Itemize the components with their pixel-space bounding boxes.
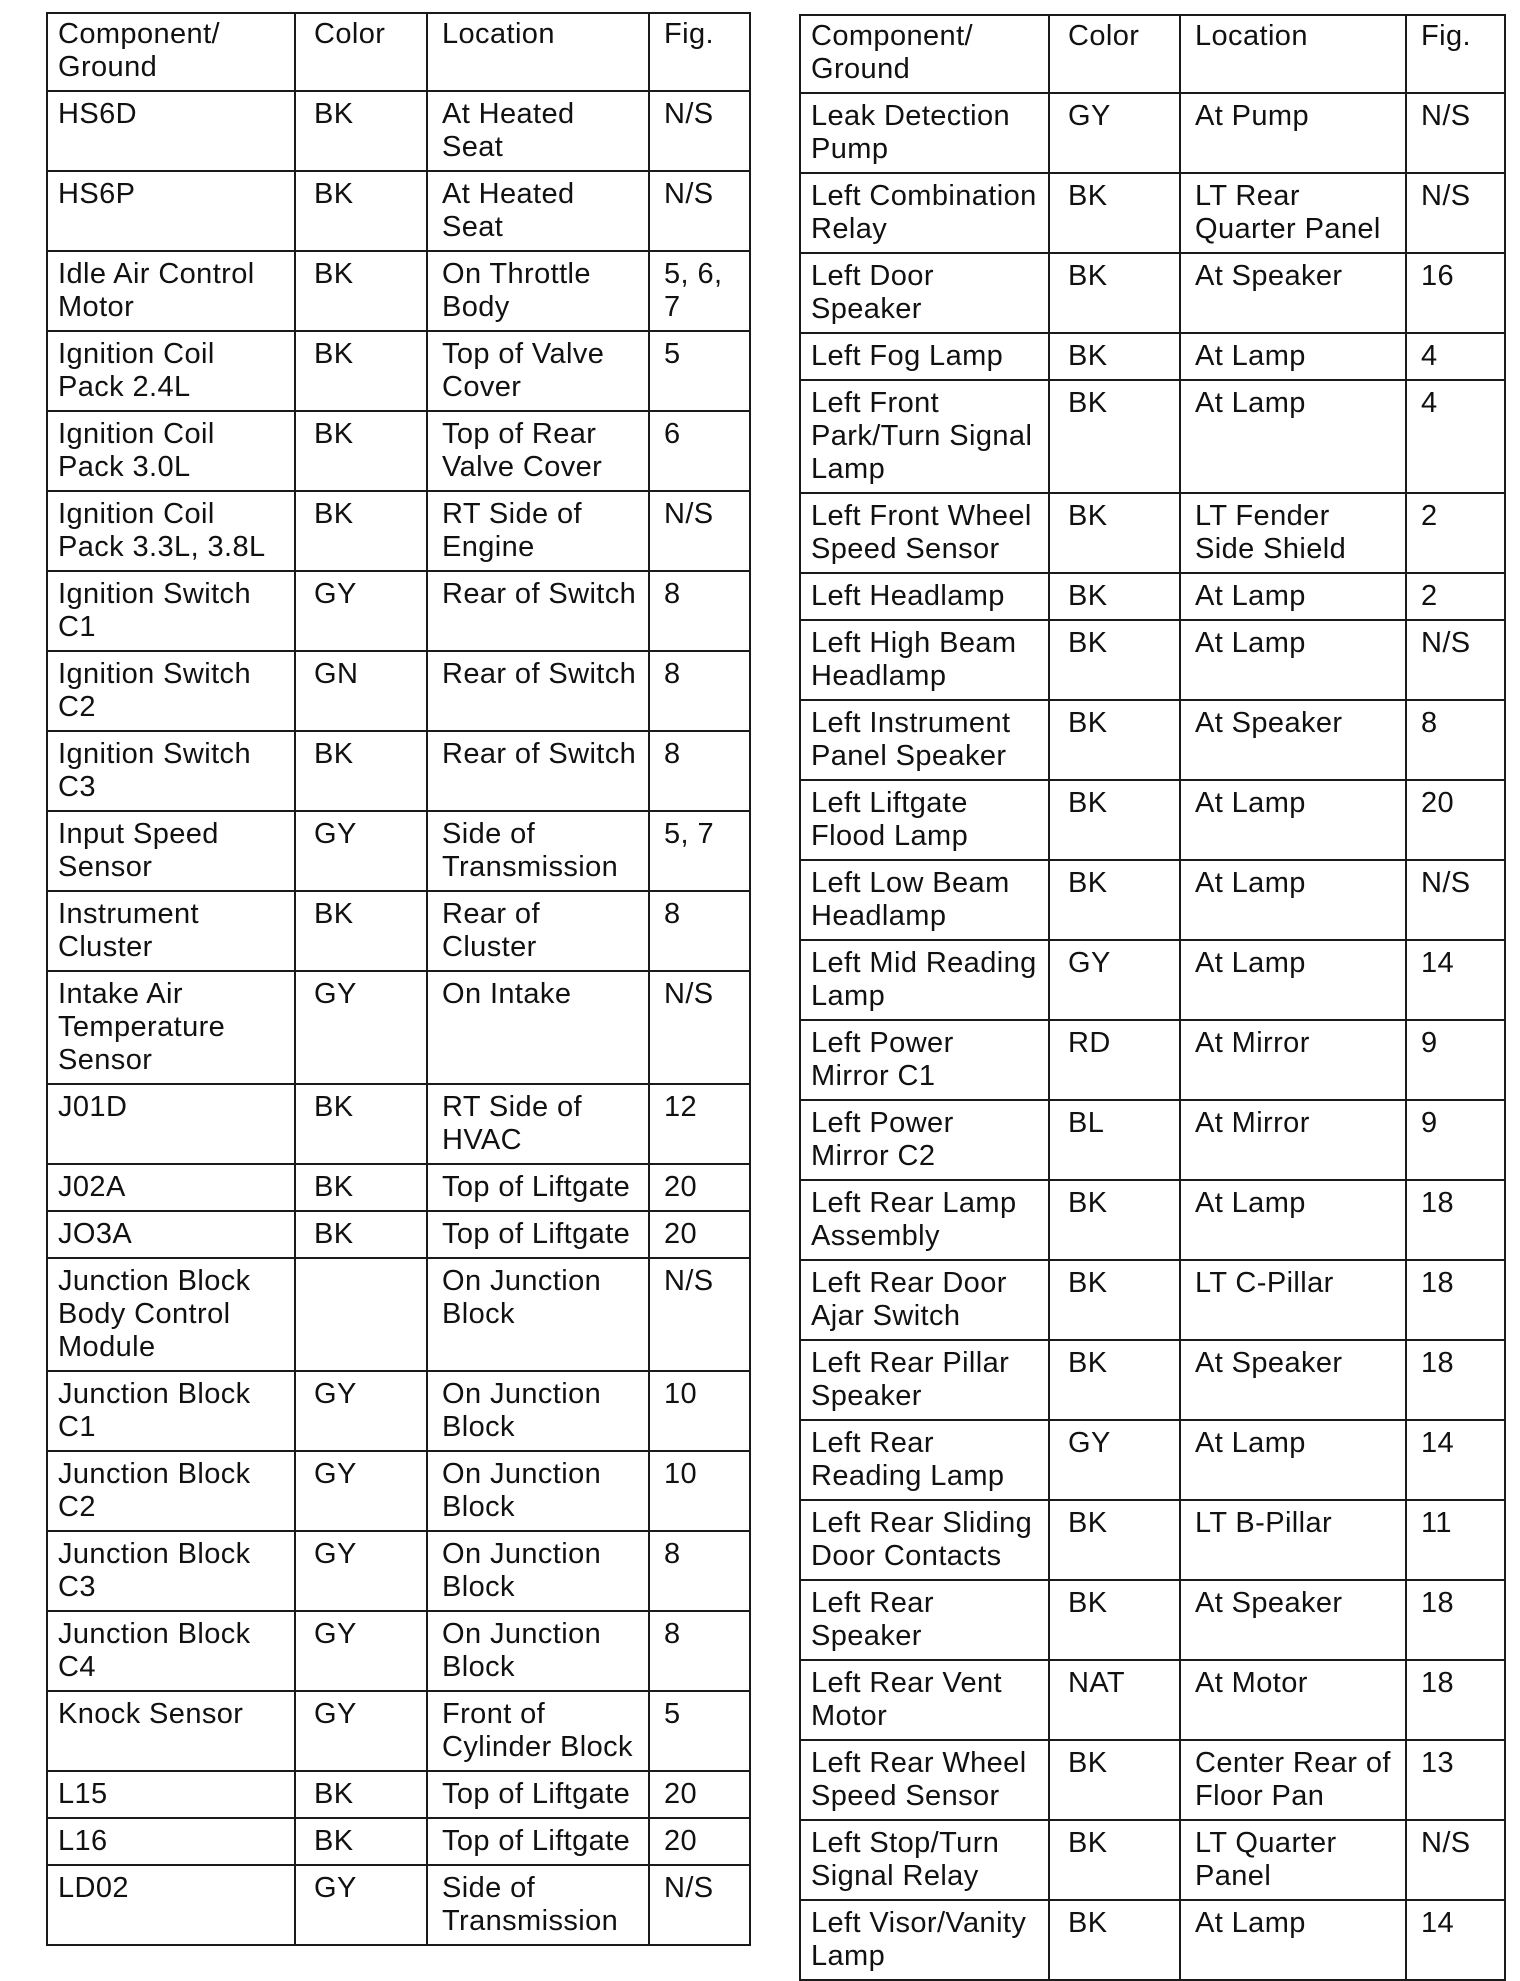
cell-location: At Motor [1180, 1660, 1406, 1740]
cell-component: LD02 [47, 1865, 295, 1945]
cell-location: At Lamp [1180, 860, 1406, 940]
cell-component: Left Front Wheel Speed Sensor [800, 493, 1049, 573]
cell-color: GY [295, 1611, 427, 1691]
table-row [47, 1258, 750, 1371]
table-body [47, 91, 750, 1945]
table-row [47, 1691, 750, 1771]
cell-component: Knock Sensor [47, 1691, 295, 1771]
table-row [47, 571, 750, 651]
cell-fig: N/S [1406, 173, 1505, 253]
cell-fig: 14 [1406, 1900, 1505, 1980]
cell-color: BK [295, 1771, 427, 1818]
cell-location: On Junction Block [427, 1611, 649, 1691]
cell-location: At Lamp [1180, 940, 1406, 1020]
table-row [800, 860, 1505, 940]
table-row [800, 493, 1505, 573]
table-row [800, 573, 1505, 620]
cell-fig: 18 [1406, 1660, 1505, 1740]
table-row [47, 1771, 750, 1818]
cell-component: Ignition Switch C2 [47, 651, 295, 731]
cell-location: RT Side of HVAC [427, 1084, 649, 1164]
cell-color: BK [1049, 780, 1180, 860]
cell-component: Input Speed Sensor [47, 811, 295, 891]
table-row [800, 620, 1505, 700]
cell-color: BK [1049, 700, 1180, 780]
cell-color: BK [1049, 493, 1180, 573]
table-row [47, 1371, 750, 1451]
cell-fig: 12 [649, 1084, 750, 1164]
cell-color: BK [295, 1084, 427, 1164]
cell-component: Left Rear Vent Motor [800, 1660, 1049, 1740]
cell-location: Front of Cylinder Block [427, 1691, 649, 1771]
cell-component: Left Rear Pillar Speaker [800, 1340, 1049, 1420]
cell-fig: 2 [1406, 573, 1505, 620]
cell-color: BK [295, 731, 427, 811]
table-row [47, 1164, 750, 1211]
table-row [800, 1740, 1505, 1820]
header-color: Color [1049, 15, 1180, 93]
cell-location: Top of Liftgate [427, 1211, 649, 1258]
cell-location: LT Quarter Panel [1180, 1820, 1406, 1900]
table-row [47, 971, 750, 1084]
cell-color [295, 1258, 427, 1371]
table-row [800, 1340, 1505, 1420]
cell-fig: 16 [1406, 253, 1505, 333]
cell-location: Top of Valve Cover [427, 331, 649, 411]
cell-location: LT Fender Side Shield [1180, 493, 1406, 573]
cell-component: Left Front Park/Turn Signal Lamp [800, 380, 1049, 493]
cell-location: At Heated Seat [427, 91, 649, 171]
cell-color: GY [295, 1371, 427, 1451]
cell-component: Junction Block C1 [47, 1371, 295, 1451]
cell-location: At Speaker [1180, 1580, 1406, 1660]
cell-component: Left Power Mirror C1 [800, 1020, 1049, 1100]
cell-location: Rear of Cluster [427, 891, 649, 971]
header-row [800, 15, 1505, 93]
cell-color: BK [1049, 1900, 1180, 1980]
cell-component: Ignition Switch C1 [47, 571, 295, 651]
cell-fig: 5, 6, 7 [649, 251, 750, 331]
cell-component: Instrument Cluster [47, 891, 295, 971]
cell-color: BK [1049, 1180, 1180, 1260]
cell-component: Junction Block C4 [47, 1611, 295, 1691]
cell-component: Intake Air Temperature Sensor [47, 971, 295, 1084]
cell-fig: N/S [1406, 860, 1505, 940]
cell-fig: N/S [649, 1865, 750, 1945]
cell-component: Left Rear Door Ajar Switch [800, 1260, 1049, 1340]
cell-color: GY [1049, 93, 1180, 173]
table-row [47, 1531, 750, 1611]
cell-component: Left Power Mirror C2 [800, 1100, 1049, 1180]
table-row [47, 811, 750, 891]
cell-component: HS6D [47, 91, 295, 171]
cell-fig: 20 [649, 1818, 750, 1865]
table-row [47, 651, 750, 731]
table-row [47, 331, 750, 411]
cell-color: BK [295, 1211, 427, 1258]
cell-location: Rear of Switch [427, 571, 649, 651]
cell-fig: N/S [1406, 93, 1505, 173]
table-row [47, 1451, 750, 1531]
table-row [800, 1500, 1505, 1580]
table-row [800, 253, 1505, 333]
cell-color: BK [1049, 620, 1180, 700]
cell-location: On Junction Block [427, 1451, 649, 1531]
cell-component: HS6P [47, 171, 295, 251]
cell-color: BK [295, 91, 427, 171]
table-row [800, 1020, 1505, 1100]
cell-fig: 18 [1406, 1340, 1505, 1420]
cell-fig: N/S [649, 1258, 750, 1371]
cell-location: At Lamp [1180, 380, 1406, 493]
cell-color: BK [295, 331, 427, 411]
cell-fig: 8 [649, 651, 750, 731]
cell-fig: 5, 7 [649, 811, 750, 891]
cell-location: Center Rear of Floor Pan [1180, 1740, 1406, 1820]
cell-component: Left Rear Reading Lamp [800, 1420, 1049, 1500]
cell-fig: N/S [1406, 620, 1505, 700]
table-row [800, 1100, 1505, 1180]
cell-location: At Lamp [1180, 1180, 1406, 1260]
cell-color: BK [1049, 573, 1180, 620]
cell-location: LT Rear Quarter Panel [1180, 173, 1406, 253]
table-row [800, 380, 1505, 493]
table-row [800, 173, 1505, 253]
cell-location: RT Side of Engine [427, 491, 649, 571]
cell-color: BK [1049, 173, 1180, 253]
cell-location: On Junction Block [427, 1371, 649, 1451]
ground-table-right [799, 14, 1506, 1981]
cell-fig: 6 [649, 411, 750, 491]
cell-fig: 4 [1406, 380, 1505, 493]
cell-location: At Mirror [1180, 1100, 1406, 1180]
table-row [800, 1820, 1505, 1900]
cell-color: GY [295, 971, 427, 1084]
cell-fig: 20 [649, 1164, 750, 1211]
cell-component: Left Instrument Panel Speaker [800, 700, 1049, 780]
cell-component: Junction Block C2 [47, 1451, 295, 1531]
cell-fig: 2 [1406, 493, 1505, 573]
cell-component: J01D [47, 1084, 295, 1164]
table-row [47, 411, 750, 491]
header-component: Component/ Ground [800, 15, 1049, 93]
cell-component: Left Mid Reading Lamp [800, 940, 1049, 1020]
cell-fig: 11 [1406, 1500, 1505, 1580]
cell-component: Junction Block C3 [47, 1531, 295, 1611]
cell-component: L15 [47, 1771, 295, 1818]
cell-fig: 10 [649, 1371, 750, 1451]
header-row [47, 13, 750, 91]
table-row [47, 91, 750, 171]
cell-component: Left Visor/Vanity Lamp [800, 1900, 1049, 1980]
table-row [47, 1211, 750, 1258]
cell-component: Ignition Coil Pack 2.4L [47, 331, 295, 411]
cell-fig: 18 [1406, 1580, 1505, 1660]
cell-color: BL [1049, 1100, 1180, 1180]
cell-component: Left Rear Lamp Assembly [800, 1180, 1049, 1260]
header-fig: Fig. [1406, 15, 1505, 93]
cell-color: BK [295, 171, 427, 251]
table-row [47, 1818, 750, 1865]
table-row [800, 1580, 1505, 1660]
cell-fig: N/S [649, 491, 750, 571]
cell-fig: 13 [1406, 1740, 1505, 1820]
cell-location: Top of Liftgate [427, 1818, 649, 1865]
cell-fig: 5 [649, 1691, 750, 1771]
cell-fig: 8 [1406, 700, 1505, 780]
header-location: Location [1180, 15, 1406, 93]
cell-color: BK [295, 1818, 427, 1865]
cell-color: GY [295, 1865, 427, 1945]
cell-fig: 9 [1406, 1100, 1505, 1180]
table-row [800, 1900, 1505, 1980]
cell-fig: 20 [649, 1771, 750, 1818]
cell-location: On Intake [427, 971, 649, 1084]
table-row [800, 940, 1505, 1020]
cell-location: At Lamp [1180, 1420, 1406, 1500]
cell-color: BK [1049, 1580, 1180, 1660]
table-row [47, 891, 750, 971]
cell-color: BK [1049, 253, 1180, 333]
table-row [800, 1260, 1505, 1340]
table-body [800, 93, 1505, 1980]
cell-fig: 5 [649, 331, 750, 411]
cell-component: Ignition Switch C3 [47, 731, 295, 811]
table-row [47, 491, 750, 571]
cell-color: BK [1049, 380, 1180, 493]
table-row [800, 1180, 1505, 1260]
cell-component: Left Liftgate Flood Lamp [800, 780, 1049, 860]
cell-fig: 14 [1406, 940, 1505, 1020]
cell-location: At Speaker [1180, 700, 1406, 780]
cell-color: GY [1049, 1420, 1180, 1500]
cell-fig: 20 [1406, 780, 1505, 860]
cell-location: On Junction Block [427, 1258, 649, 1371]
cell-fig: 8 [649, 891, 750, 971]
cell-color: BK [295, 891, 427, 971]
table-row [47, 251, 750, 331]
cell-fig: 14 [1406, 1420, 1505, 1500]
cell-component: Junction Block Body Control Module [47, 1258, 295, 1371]
header-location: Location [427, 13, 649, 91]
cell-location: Top of Rear Valve Cover [427, 411, 649, 491]
header-fig: Fig. [649, 13, 750, 91]
header-component: Component/ Ground [47, 13, 295, 91]
cell-color: GY [295, 571, 427, 651]
cell-component: Left Rear Wheel Speed Sensor [800, 1740, 1049, 1820]
cell-fig: 18 [1406, 1180, 1505, 1260]
cell-fig: 8 [649, 1611, 750, 1691]
cell-fig: 9 [1406, 1020, 1505, 1100]
cell-location: Side of Transmission [427, 811, 649, 891]
cell-color: BK [295, 491, 427, 571]
cell-color: GY [295, 1451, 427, 1531]
cell-location: At Pump [1180, 93, 1406, 173]
cell-color: RD [1049, 1020, 1180, 1100]
cell-component: Left High Beam Headlamp [800, 620, 1049, 700]
table-row [800, 1420, 1505, 1500]
cell-component: Left Rear Speaker [800, 1580, 1049, 1660]
cell-fig: N/S [649, 91, 750, 171]
cell-color: GY [295, 1691, 427, 1771]
cell-location: At Mirror [1180, 1020, 1406, 1100]
cell-component: Ignition Coil Pack 3.0L [47, 411, 295, 491]
cell-color: BK [295, 251, 427, 331]
cell-location: Top of Liftgate [427, 1771, 649, 1818]
cell-fig: 8 [649, 1531, 750, 1611]
cell-component: Left Headlamp [800, 573, 1049, 620]
table-row [47, 1865, 750, 1945]
cell-color: NAT [1049, 1660, 1180, 1740]
cell-location: At Lamp [1180, 573, 1406, 620]
cell-component: J02A [47, 1164, 295, 1211]
cell-fig: 8 [649, 731, 750, 811]
table-row [47, 1084, 750, 1164]
cell-color: GY [295, 1531, 427, 1611]
cell-component: JO3A [47, 1211, 295, 1258]
cell-location: On Junction Block [427, 1531, 649, 1611]
cell-fig: 10 [649, 1451, 750, 1531]
cell-fig: 8 [649, 571, 750, 651]
table-row [800, 93, 1505, 173]
cell-color: BK [1049, 1340, 1180, 1420]
cell-location: At Speaker [1180, 253, 1406, 333]
cell-location: LT C-Pillar [1180, 1260, 1406, 1340]
cell-component: Idle Air Control Motor [47, 251, 295, 331]
cell-color: BK [1049, 860, 1180, 940]
cell-location: At Lamp [1180, 780, 1406, 860]
cell-color: BK [1049, 1820, 1180, 1900]
cell-component: Left Stop/Turn Signal Relay [800, 1820, 1049, 1900]
cell-location: Top of Liftgate [427, 1164, 649, 1211]
cell-component: Left Door Speaker [800, 253, 1049, 333]
cell-component: L16 [47, 1818, 295, 1865]
cell-fig: 20 [649, 1211, 750, 1258]
cell-location: At Lamp [1180, 620, 1406, 700]
cell-fig: 18 [1406, 1260, 1505, 1340]
cell-component: Left Rear Sliding Door Contacts [800, 1500, 1049, 1580]
cell-color: GN [295, 651, 427, 731]
table-row [800, 333, 1505, 380]
table-row [800, 780, 1505, 860]
cell-component: Left Low Beam Headlamp [800, 860, 1049, 940]
cell-color: BK [295, 411, 427, 491]
cell-location: LT B-Pillar [1180, 1500, 1406, 1580]
cell-component: Left Fog Lamp [800, 333, 1049, 380]
cell-fig: 4 [1406, 333, 1505, 380]
cell-location: At Lamp [1180, 333, 1406, 380]
table-row [47, 1611, 750, 1691]
cell-location: Rear of Switch [427, 731, 649, 811]
ground-table-left [46, 12, 751, 1946]
cell-location: On Throttle Body [427, 251, 649, 331]
cell-component: Left Combination Relay [800, 173, 1049, 253]
cell-color: BK [1049, 1260, 1180, 1340]
cell-component: Ignition Coil Pack 3.3L, 3.8L [47, 491, 295, 571]
cell-color: BK [1049, 333, 1180, 380]
cell-location: Side of Transmission [427, 1865, 649, 1945]
cell-location: At Lamp [1180, 1900, 1406, 1980]
header-color: Color [295, 13, 427, 91]
cell-location: At Heated Seat [427, 171, 649, 251]
cell-color: GY [1049, 940, 1180, 1020]
table-row [800, 700, 1505, 780]
cell-color: BK [1049, 1500, 1180, 1580]
cell-color: BK [1049, 1740, 1180, 1820]
table-row [47, 731, 750, 811]
cell-component: Leak Detection Pump [800, 93, 1049, 173]
cell-fig: N/S [649, 171, 750, 251]
cell-location: Rear of Switch [427, 651, 649, 731]
cell-fig: N/S [649, 971, 750, 1084]
cell-color: BK [295, 1164, 427, 1211]
cell-color: GY [295, 811, 427, 891]
table-row [47, 171, 750, 251]
table-row [800, 1660, 1505, 1740]
cell-location: At Speaker [1180, 1340, 1406, 1420]
cell-fig: N/S [1406, 1820, 1505, 1900]
